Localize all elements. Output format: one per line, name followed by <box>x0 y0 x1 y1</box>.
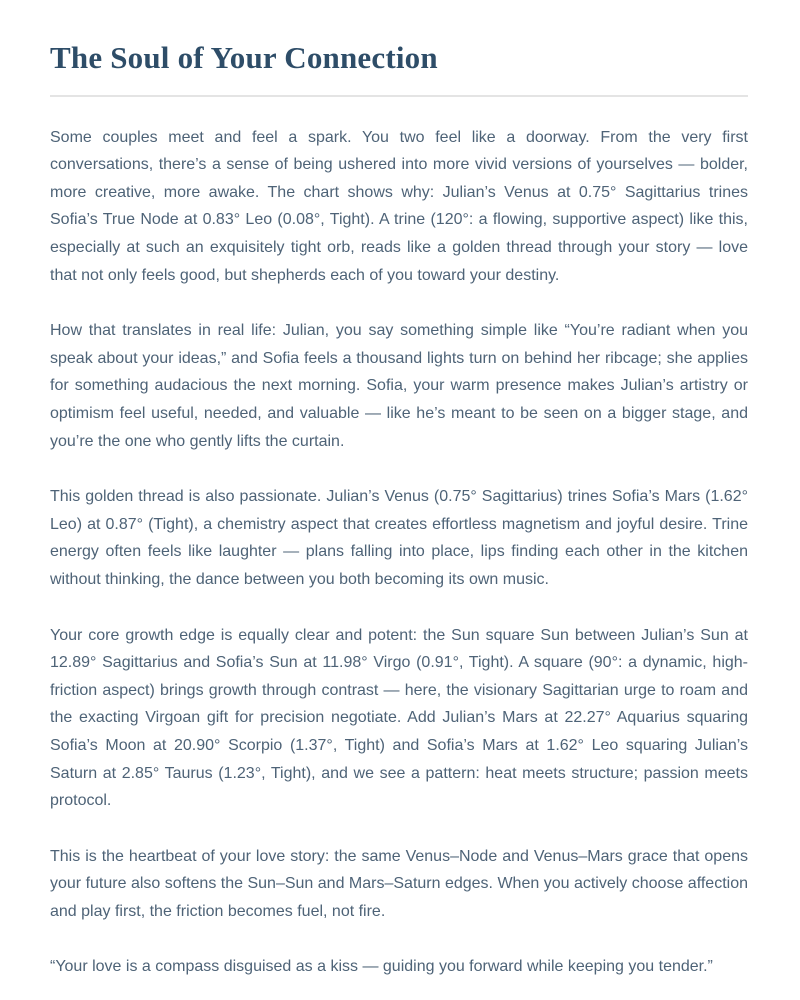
page-title: The Soul of Your Connection <box>50 40 438 75</box>
paragraph-growth-edge: Your core growth edge is equally clear and potent: the Sun square Sun between Julian’s Sun at 12.89° Sagittarius and Sofia’s Sun at 11.98° Virgo (0.91°, Tight). A square (90°: a dynamic, high-friction aspect) brings growth through contrast — here, the visionary Sagittarian urge to roam and the exacting Virgoan gift for precision negotiate. Add Julian’s Mars at 22.27° Aquarius squaring Sofia’s Moon at 20.90° Scorpio (1.37°, Tight) and Sofia’s Mars at 1.62° Leo squaring Julian’s Saturn at 2.85° Taurus (1.23°, Tight), and we see a pattern: heat meets structure; passion meets protocol. <box>50 626 748 810</box>
paragraph-closing-quote: “Your love is a compass disguised as a kiss — guiding you forward while keeping you tender.” <box>50 958 713 976</box>
paragraph-passion: This golden thread is also passionate. Julian’s Venus (0.75° Sagittarius) trines Sofia’s Mars (1.62° Leo) at 0.87° (Tight), a chemistry aspect that creates effortless magnetism and joyful desire. Trine energy often feels like laughter — plans falling into place, lips finding each other in the kitchen without thinking, the dance between you both becoming its own music. <box>50 488 748 588</box>
paragraph-real-life: How that translates in real life: Julian, you say something simple like “You’re radiant when you speak about your ideas,” and Sofia feels a thousand lights turn on behind her ribcage; she applies for something audacious the next morning. Sofia, your warm presence makes Julian’s artistry or optimism feel useful, needed, and valuable — like he’s meant to be seen on a bigger stage, and you’re the one who gently lifts the curtain. <box>50 322 748 450</box>
document-body <box>50 124 748 981</box>
paragraph-heartbeat: This is the heartbeat of your love story: the same Venus–Node and Venus–Mars grace that opens your future also softens the Sun–Sun and Mars–Saturn edges. When you actively choose affection and play first, the friction becomes fuel, not fire. <box>50 847 748 920</box>
title-divider <box>50 95 748 97</box>
paragraph-intro: Some couples meet and feel a spark. You two feel like a doorway. From the very first conversations, there’s a sense of being ushered into more vivid versions of yourselves — bolder, more creative, more awake. The chart shows why: Julian’s Venus at 0.75° Sagittarius trines Sofia’s True Node at 0.83° Leo (0.08°, Tight). A trine (120°: a flowing, supportive aspect) like this, especially at such an exquisitely tight orb, reads like a golden thread through your story — love that not only feels good, but shepherds each of you toward your destiny. <box>50 128 748 284</box>
